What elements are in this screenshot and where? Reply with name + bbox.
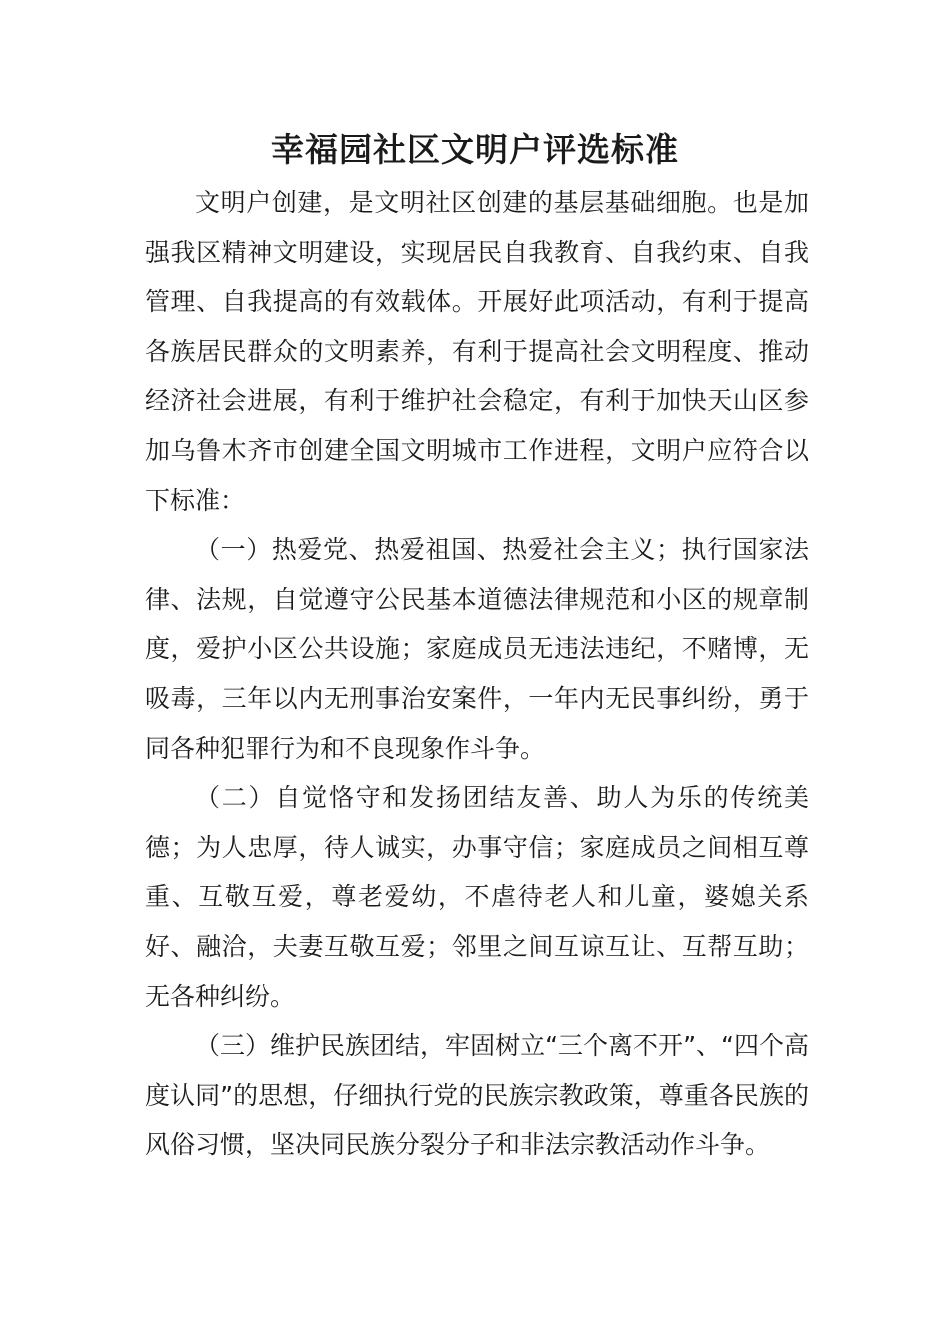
criterion-3-paragraph: （三）维护民族团结，牢固树立“三个离不开”、“四个高度认同”的思想，仔细执行党的民族宗教政策，尊重各民族的风俗习惯，坚决同民族分裂分子和非法宗教活动作斗争。	[145, 1031, 809, 1160]
document-title: 幸福园社区文明户评选标准	[271, 130, 679, 169]
criterion-1-paragraph: （一）热爱党、热爱祖国、热爱社会主义；执行国家法律、法规，自觉遵守公民基本道德法律规范和小区的规章制度，爱护小区公共设施；家庭成员无违法违纪，不赌博，无吸毒，三年以内无刑事治安案件，一年内无民事纠纷，勇于同各种犯罪行为和不良现象作斗争。	[145, 535, 809, 763]
criterion-2-paragraph: （二）自觉恪守和发扬团结友善、助人为乐的传统美德；为人忠厚，待人诚实，办事守信；家庭成员之间相互尊重、互敬互爱，尊老爱幼，不虐待老人和儿童，婆媳关系好、融洽，夫妻互敬互爱；邻里之间互谅互让、互帮互助；无各种纠纷。	[145, 783, 809, 1011]
document-body	[145, 178, 809, 1170]
intro-paragraph: 文明户创建，是文明社区创建的基层基础细胞。也是加强我区精神文明建设，实现居民自我教育、自我约束、自我管理、自我提高的有效载体。开展好此项活动，有利于提高各族居民群众的文明素养，有利于提高社会文明程度、推动经济社会进展，有利于维护社会稳定，有利于加快天山区参加乌鲁木齐市创建全国文明城市工作进程，文明户应符合以下标准：	[145, 188, 809, 515]
